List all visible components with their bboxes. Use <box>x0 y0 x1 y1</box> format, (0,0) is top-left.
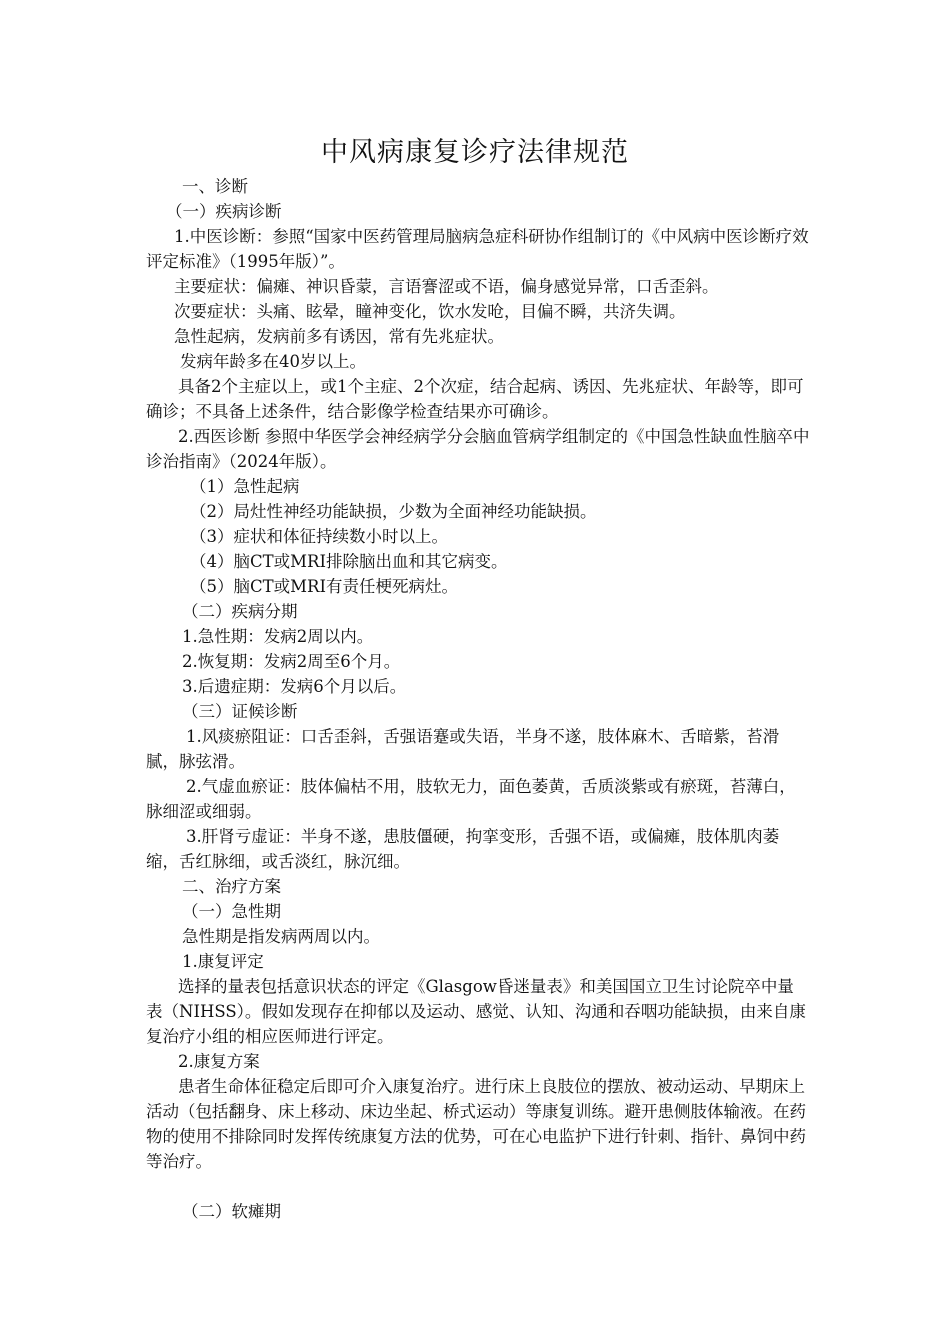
paragraph: 主要症状：偏瘫、神识昏蒙，言语謇涩或不语，偏身感觉异常，口舌歪斜。 <box>174 277 719 296</box>
paragraph: 发病年龄多在40岁以上。 <box>180 352 366 371</box>
subsection-heading: （三）证候诊断 <box>182 702 298 721</box>
list-item: 2.恢复期：发病2周至6个月。 <box>182 652 401 671</box>
paragraph: 3.肝肾亏虚证：半身不遂，患肢僵硬，拘挛变形，舌强不语，或偏瘫，肢体肌肉萎缩，舌红脉细，或舌淡红，脉沉细。 <box>146 827 780 871</box>
document-body <box>146 174 810 1224</box>
subsection-heading: （一）急性期 <box>182 902 281 921</box>
list-item: （2）局灶性神经功能缺损，少数为全面神经功能缺损。 <box>190 502 597 521</box>
paragraph: 选择的量表包括意识状态的评定《Glasgow昏迷量表》和美国国立卫生讨论院卒中量表（NIHSS）。假如发现存在抑郁以及运动、感觉、认知、沟通和吞咽功能缺损，由来自康复治疗小组的相应医师进行评定。 <box>146 977 806 1046</box>
section-heading: 一、诊断 <box>182 177 248 196</box>
paragraph: 具备2个主症以上，或1个主症、2个次症，结合起病、诱因、先兆症状、年龄等，即可确诊；不具备上述条件，结合影像学检查结果亦可确诊。 <box>146 377 804 421</box>
section-heading: 二、治疗方案 <box>182 877 281 896</box>
paragraph: 急性起病，发病前多有诱因，常有先兆症状。 <box>174 327 504 346</box>
paragraph: 1.康复评定 <box>182 952 264 971</box>
paragraph: 患者生命体征稳定后即可介入康复治疗。进行床上良肢位的摆放、被动运动、早期床上活动（包括翻身、床上移动、床边坐起、桥式运动）等康复训练。避开患侧肢体输液。在药物的使用不排除同时发挥传统康复方法的优势，可在心电监护下进行针刺、指针、鼻饲中药等治疗。 <box>146 1077 806 1171</box>
paragraph: 次要症状：头痛、眩晕，瞳神变化，饮水发呛，目偏不瞬，共济失调。 <box>174 302 686 321</box>
list-item: （5）脑CT或MRI有责任梗死病灶。 <box>190 577 458 596</box>
paragraph: 2.康复方案 <box>178 1052 260 1071</box>
paragraph: 急性期是指发病两周以内。 <box>182 927 380 946</box>
paragraph: 1.风痰瘀阻证：口舌歪斜，舌强语蹇或失语，半身不遂，肢体麻木、舌暗紫，苔滑腻，脉弦滑。 <box>146 727 780 771</box>
list-item: （1）急性起病 <box>190 477 300 496</box>
paragraph: 2.西医诊断 参照中华医学会神经病学分会脑血管病学组制定的《中国急性缺血性脑卒中诊治指南》（2024年版）。 <box>146 427 810 471</box>
subsection-heading: （二）软瘫期 <box>182 1202 281 1221</box>
subsection-heading: （一）疾病诊断 <box>166 202 282 221</box>
list-item: 1.急性期：发病2周以内。 <box>182 627 374 646</box>
document-title: 中风病康复诊疗法律规范 <box>321 137 629 168</box>
list-item: （3）症状和体征持续数小时以上。 <box>190 527 448 546</box>
subsection-heading: （二）疾病分期 <box>182 602 298 621</box>
list-item: （4）脑CT或MRI排除脑出血和其它病变。 <box>190 552 508 571</box>
list-item: 3.后遗症期：发病6个月以后。 <box>182 677 407 696</box>
paragraph: 1.中医诊断：参照“国家中医药管理局脑病急症科研协作组制订的《中风病中医诊断疗效评定标准》（1995年版）”。 <box>146 227 809 271</box>
spacer <box>146 1174 810 1199</box>
paragraph: 2.气虚血瘀证：肢体偏枯不用，肢软无力，面色萎黄，舌质淡紫或有瘀斑，苔薄白，脉细涩或细弱。 <box>146 777 796 821</box>
